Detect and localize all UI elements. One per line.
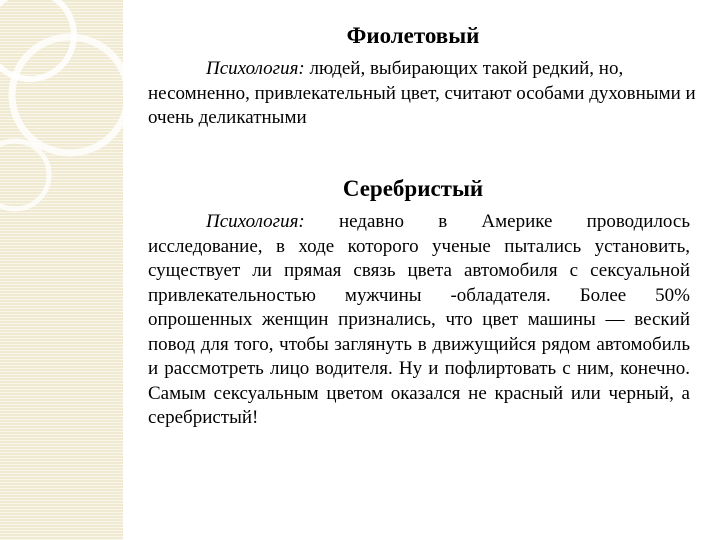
paragraph-body: людей, выбирающих такой редкий, но, несомненно, привлекательный цвет, считают особами духовными и очень деликатными [148,58,696,128]
paragraph-body: недавно в Америке проводилось исследование, в ходе которого ученые пытались установить, существует ли прямая связь цвета автомобиля с сексуальной привлекательностью мужчины -обладателя. Более 50% опрошенных женщин признались, что цвет машины — веский повод для того, чтобы заглянуть в движущийся рядом автомобиль и рассмотреть лицо водителя. Ну и пофлиртовать с ним, конечно. Самым сексуальным цветом оказался не красный или черный, а серебристый! [148,211,690,428]
decorative-side-band [0,0,123,540]
section-paragraph-silver [148,210,690,431]
decorative-rings [0,0,123,540]
section-paragraph-violet [148,57,704,131]
psychology-label: Психология: [206,58,305,79]
section-title-violet: Фиолетовый [346,23,480,48]
psychology-label: Психология: [206,211,305,232]
section-title-silver: Серебристый [342,176,484,201]
decorative-ring-small [0,141,49,209]
